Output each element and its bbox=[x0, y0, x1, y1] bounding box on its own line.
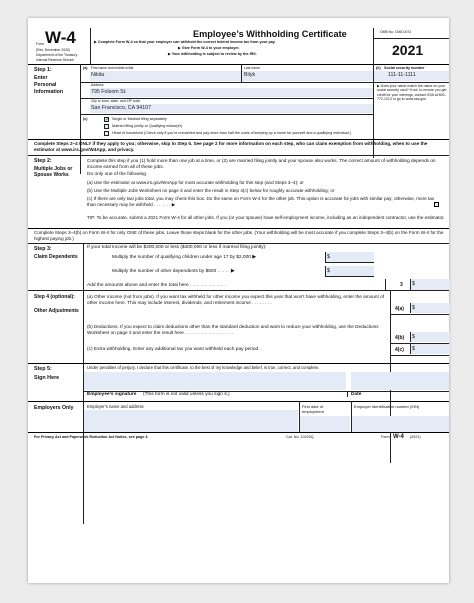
header-bottom-rule bbox=[28, 64, 449, 65]
header-divider-left bbox=[90, 28, 91, 64]
filing-joint-label: Married filing jointly or Qualifying widow(er) bbox=[112, 124, 183, 128]
cat-number: Cat. No. 10220Q bbox=[286, 435, 314, 439]
step3-bottom-rule bbox=[28, 290, 449, 291]
row-rule-name bbox=[80, 82, 449, 83]
other-currency: $ bbox=[327, 268, 330, 274]
a-currency: $ bbox=[412, 305, 415, 311]
filing-hoh-checkbox[interactable] bbox=[104, 131, 109, 136]
employer-name-field[interactable] bbox=[84, 410, 298, 432]
signature-date-divider bbox=[347, 391, 348, 397]
perjury-statement: Under penalties of perjury, I declare that this certificate, to the best of my knowledge and belief, is true, correct, and complete. bbox=[87, 365, 320, 370]
step2-intro: Complete this step if you (1) hold more than one job at a time, or (2) are married filing jointly and your spouse also works. The correct amount of withholding depends on income earned from all of these jobs. bbox=[87, 158, 436, 169]
date-label: Date bbox=[351, 392, 362, 397]
step4-sublabel: Other Adjustments bbox=[34, 308, 79, 314]
ein-label: Employer identification number (EIN) bbox=[354, 404, 420, 409]
step5-sublabel: Sign Here bbox=[34, 375, 60, 381]
omb-number: OMB No. 1545-0074 bbox=[380, 30, 412, 34]
ein-field[interactable] bbox=[352, 416, 449, 432]
step4a-text: (a) Other income (not from jobs). If you want tax withheld for other income you expect this year that won’t have withholding, enter the amount of other income here. This may include interest, dividends, and retirement income . . . . . . . . bbox=[87, 294, 385, 305]
city-field[interactable] bbox=[90, 104, 373, 113]
step3-label: Step 3: bbox=[34, 246, 52, 252]
step2-sublabel: Multiple Jobs or Spouse Works bbox=[34, 166, 73, 179]
step2-top-rule bbox=[28, 155, 449, 156]
step4-bottom-rule bbox=[28, 363, 449, 364]
step1-bottom-rule bbox=[28, 139, 449, 140]
form-title: Employee’s Withholding Certificate bbox=[193, 29, 347, 39]
line-number-3: 3 bbox=[400, 282, 403, 288]
line-number-rule-3 bbox=[385, 279, 386, 290]
address-field[interactable] bbox=[90, 88, 373, 97]
irs-name: Internal Revenue Service bbox=[36, 58, 75, 62]
privacy-notice: For Privacy Act and Paperwork Reduction Act Notice, see page 3. bbox=[34, 435, 149, 439]
employer-name-label: Employer’s name and address bbox=[87, 404, 144, 409]
deductions-field[interactable] bbox=[410, 332, 450, 342]
form-label: Form bbox=[36, 42, 44, 46]
footer-form-year: (2021) bbox=[410, 435, 421, 439]
step1-sublabel-information: Information bbox=[34, 89, 64, 95]
footer-form-name: W-4 bbox=[393, 434, 404, 440]
row-rule-4c bbox=[390, 355, 449, 356]
qualifying-children-amount[interactable] bbox=[325, 252, 374, 263]
step2-tip: TIP: To be accurate, submit a 2021 Form W-4 for all other jobs. If you (or your spouse) have self-employment income, including as an independent contractor, use the estimator. bbox=[87, 215, 445, 220]
step1-a-marker: (a) bbox=[83, 66, 88, 70]
step3-sublabel: Claim Dependents bbox=[34, 254, 78, 260]
step2-option-c: (c) If there are only two jobs total, you may check this box. Do the same on Form W-4 for the other job. This option is accurate for jobs with similar pay; otherwise, more tax than necessary may be withheld . . . . . . . ▶ bbox=[87, 196, 435, 207]
department-name: Department of the Treasury bbox=[36, 53, 78, 57]
employee-signature-field[interactable] bbox=[84, 372, 346, 390]
address-value: 795 Folsom St. bbox=[91, 89, 127, 95]
footer-form-prefix: Form bbox=[381, 435, 390, 439]
revision-date: (Rev. December 2020) bbox=[36, 48, 71, 52]
other-income-field[interactable] bbox=[410, 303, 450, 313]
tax-year: 2021 bbox=[392, 42, 424, 58]
step-column-rule-1 bbox=[80, 64, 81, 174]
step1-c-marker: (c) bbox=[83, 117, 88, 121]
step2-option-a: (a) Use the estimator at www.irs.gov/W4App for most accurate withholding for this step (and Steps 3–4); or bbox=[87, 180, 304, 185]
line-number-4a: 4(a) bbox=[395, 306, 404, 312]
first-date-label: First date of employment bbox=[302, 404, 324, 414]
city-value: San Francisco, CA 94107 bbox=[91, 105, 152, 111]
ssn-field[interactable] bbox=[374, 71, 449, 81]
instruction-2: ▶ Give Form W-4 to your employer. bbox=[178, 46, 240, 50]
step1-sublabel-personal: Personal bbox=[34, 82, 57, 88]
ssn-label: Social security number bbox=[384, 66, 425, 70]
employers-bottom-rule bbox=[28, 432, 449, 433]
instruction-3: ▶ Your withholding is subject to review by the IRS. bbox=[168, 52, 257, 56]
first-name-value: Nikita bbox=[91, 72, 105, 78]
c-currency: $ bbox=[412, 346, 415, 352]
line-number-4b: 4(b) bbox=[395, 335, 405, 341]
step1-b-marker: (b) bbox=[376, 66, 381, 70]
filing-hoh-label: Head of household (Check only if you’re unmarried and pay more than half the costs of keeping up a home for yourself and a qualifying individual.) bbox=[112, 131, 351, 135]
other-dependents-amount[interactable] bbox=[325, 266, 374, 277]
header-divider-right bbox=[373, 28, 374, 64]
w4-form-page bbox=[28, 18, 449, 583]
step3-total-field[interactable] bbox=[410, 279, 450, 290]
step3-income-line: If your total income will be $200,000 or less ($400,000 or less if married filing jointly): bbox=[87, 245, 267, 250]
signature-note: (This form is not valid unless you sign it.) bbox=[143, 392, 230, 397]
two-jobs-checkbox[interactable] bbox=[434, 202, 439, 207]
step1-sublabel-enter: Enter bbox=[34, 75, 48, 81]
first-name-label: First name and middle initial bbox=[91, 66, 134, 70]
last-name-field[interactable] bbox=[242, 71, 373, 81]
step5-label: Step 5: bbox=[34, 366, 52, 372]
line-number-4c: 4(c) bbox=[395, 347, 404, 353]
filing-joint-checkbox[interactable] bbox=[104, 124, 109, 129]
step4c-text: (c) Extra withholding. Enter any additional tax you want withheld each pay period . bbox=[87, 347, 261, 352]
b-currency: $ bbox=[412, 334, 415, 340]
row-rule-4a bbox=[390, 314, 449, 315]
last-name-value: Bilyk bbox=[244, 72, 256, 78]
step3-children-line: Multiply the number of qualifying children under age 17 by $2,000 ▶ bbox=[112, 255, 256, 260]
step4b-text: (b) Deductions. If you expect to claim deductions other than the standard deduction and want to reduce your withholding, use the Deductions Worksheet on page 3 and enter the result here . . . . . . . . . . . . . . . . . . . bbox=[87, 324, 379, 335]
children-currency: $ bbox=[327, 254, 330, 260]
filing-single-label: Single or Married filing separately bbox=[112, 117, 167, 121]
step2-do-only: Do only one of the following. bbox=[87, 172, 148, 177]
step5-bottom-rule bbox=[28, 401, 449, 402]
complete-steps-3-4b-note: Complete Steps 3–4(b) on Form W-4 for only ONE of these jobs. Leave those steps blank for the other jobs. (Your withholding will be most accurate if you complete Steps 3–4(b) on the Form W-4 for the highest paying job.) bbox=[34, 230, 444, 241]
omb-divider bbox=[373, 38, 449, 39]
ssn-value: 111-11-1111 bbox=[388, 72, 416, 78]
address-label: Address bbox=[91, 83, 104, 87]
step3-other-line: Multiply the number of other dependents by $500 . . . . . ▶ bbox=[112, 269, 235, 274]
step2-label: Step 2: bbox=[34, 158, 52, 164]
step4-label: Step 4 (optional): bbox=[34, 294, 75, 300]
employers-only-label: Employers Only bbox=[34, 405, 74, 411]
row-rule-city bbox=[80, 114, 373, 115]
city-label: City or town, state, and ZIP code bbox=[91, 99, 141, 103]
form-number: W-4 bbox=[45, 28, 76, 47]
total-currency: $ bbox=[412, 281, 415, 287]
complete-steps-2-4-note: Complete Steps 2–4 ONLY if they apply to you; otherwise, skip to Step 5. See page 2 for more information on each step, who can claim exemption from withholding, when to use the estimator at www.irs.gov/W4App, and privacy. bbox=[34, 141, 428, 152]
extra-withholding-field[interactable] bbox=[410, 344, 450, 354]
step1-label: Step 1: bbox=[34, 67, 52, 73]
step3-top-rule bbox=[28, 243, 449, 244]
step2-option-b: (b) Use the Multiple Jobs Worksheet on page 3 and enter the result in Step 4(c) below for roughly accurate withholding; or bbox=[87, 188, 335, 193]
instruction-1: ▶ Complete Form W-4 so that your employer can withhold the correct federal income tax from your pay. bbox=[94, 40, 276, 44]
signature-label: Employee’s signature bbox=[87, 392, 137, 397]
name-match-note: ▶ Does your name match the name on your social security card? If not, to ensure you get credit for your earnings, contact SSA at 800-772-1213 or go to www.ssa.gov. bbox=[377, 84, 447, 101]
first-name-field[interactable] bbox=[90, 71, 241, 81]
signature-rule bbox=[84, 391, 449, 392]
last-name-label: Last name bbox=[244, 66, 260, 70]
filing-single-checkbox[interactable]: ✓ bbox=[105, 117, 110, 123]
first-date-field[interactable] bbox=[300, 416, 350, 432]
step3-add-line: Add the amounts above and enter the total here . . . . . . . . . . . . . . bbox=[87, 283, 226, 288]
signature-date-field[interactable] bbox=[351, 372, 449, 390]
step2-bottom-rule bbox=[28, 228, 449, 229]
